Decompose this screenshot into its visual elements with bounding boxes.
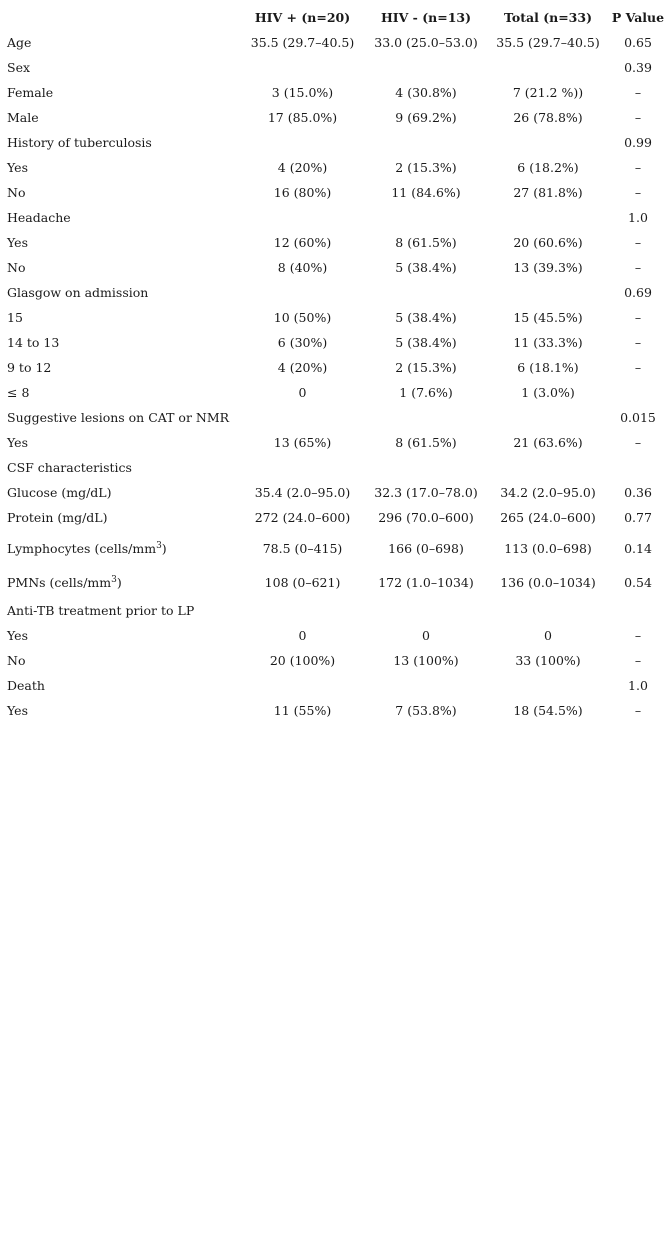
cell-total: [487, 205, 609, 230]
row-label: [0, 455, 240, 480]
cell-hiv-negative: 4 (30.8%): [395, 85, 457, 100]
table-row: [0, 405, 667, 430]
cell-total: 113 (0.0–698): [504, 541, 592, 556]
row-label: [0, 305, 240, 330]
cell-hiv-negative: [365, 130, 487, 155]
table-row: [0, 80, 667, 105]
cell-hiv-negative: 7 (53.8%): [395, 703, 457, 718]
cell-hiv-negative: 33.0 (25.0–53.0): [374, 35, 478, 50]
cell-p-value: 0.54: [624, 575, 652, 590]
cell-hiv-positive: 12 (60%): [273, 235, 332, 250]
row-label: [0, 180, 240, 205]
row-label: [0, 130, 240, 155]
cell-p-value: 1.0: [628, 210, 648, 225]
row-label-text: 9 to 12: [7, 360, 52, 375]
cell-hiv-positive: 16 (80%): [273, 185, 332, 200]
cell-hiv-negative: 13 (100%): [393, 653, 459, 668]
table-row: [0, 355, 667, 380]
table-row: [0, 623, 667, 648]
table-row: [0, 180, 667, 205]
row-label: [0, 598, 240, 623]
cell-hiv-negative: 5 (38.4%): [395, 260, 457, 275]
cell-total: 27 (81.8%): [513, 185, 583, 200]
row-label-text: Lymphocytes (cells/mm: [7, 541, 157, 556]
cell-total: 20 (60.6%): [513, 235, 583, 250]
row-label: [0, 80, 240, 105]
row-label-text: Female: [7, 85, 54, 100]
cell-hiv-positive: [240, 280, 365, 305]
cell-p-value: 0.36: [624, 485, 652, 500]
table-row: [0, 648, 667, 673]
row-label: [0, 280, 240, 305]
cell-p-value: [609, 598, 667, 623]
cell-hiv-positive: 8 (40%): [277, 260, 328, 275]
cell-p-value: –: [634, 260, 642, 275]
cell-total: [487, 55, 609, 80]
cell-hiv-positive: [240, 405, 365, 430]
cell-hiv-positive: 35.4 (2.0–95.0): [254, 485, 351, 500]
table-row: [0, 205, 667, 230]
cell-hiv-negative: 32.3 (17.0–78.0): [374, 485, 478, 500]
cell-total: 33 (100%): [515, 653, 581, 668]
row-label-text: 14 to 13: [7, 335, 60, 350]
cell-total: 34.2 (2.0–95.0): [500, 485, 596, 500]
row-label-text: Headache: [7, 210, 71, 225]
cell-total: 136 (0.0–1034): [500, 575, 596, 590]
table-row: [0, 505, 667, 530]
cell-hiv-positive: 108 (0–621): [264, 575, 341, 590]
cell-p-value: –: [634, 185, 642, 200]
cell-total: [487, 405, 609, 430]
row-label: [0, 380, 240, 405]
cell-hiv-positive: [240, 455, 365, 480]
cell-total: 1 (3.0%): [521, 385, 575, 400]
unit-closing-paren: ): [161, 541, 167, 556]
row-label: [0, 530, 240, 564]
table-row: [0, 280, 667, 305]
row-label: [0, 30, 240, 55]
cell-hiv-positive: 78.5 (0–415): [262, 541, 343, 556]
row-label-text: Anti-TB treatment prior to LP: [7, 603, 195, 618]
cell-hiv-negative: [365, 55, 487, 80]
header-hiv-positive: HIV + (n=20): [254, 10, 351, 25]
header-total: Total (n=33): [504, 10, 592, 25]
cell-hiv-positive: 272 (24.0–600): [254, 510, 351, 525]
row-label-text: ≤ 8: [7, 385, 30, 400]
cell-total: 13 (39.3%): [513, 260, 583, 275]
cell-hiv-positive: 17 (85.0%): [267, 110, 338, 125]
row-label-text: Yes: [7, 703, 28, 718]
row-label-text: Death: [7, 678, 45, 693]
row-label-text: Yes: [7, 435, 28, 450]
cell-p-value: –: [634, 653, 642, 668]
cell-hiv-positive: [240, 205, 365, 230]
cell-p-value: –: [634, 85, 642, 100]
cell-hiv-negative: [365, 405, 487, 430]
cell-total: 15 (45.5%): [513, 310, 583, 325]
cell-hiv-positive: 3 (15.0%): [271, 85, 334, 100]
cell-hiv-negative: [365, 280, 487, 305]
cell-p-value: –: [634, 360, 642, 375]
row-label-text: PMNs (cells/mm: [7, 575, 112, 590]
table-row: [0, 530, 667, 564]
cell-p-value: –: [634, 310, 642, 325]
unit-superscript: 3: [111, 574, 117, 585]
cell-p-value: 0.77: [624, 510, 652, 525]
row-label-text: Glucose (mg/dL): [7, 485, 112, 500]
cell-hiv-positive: 11 (55%): [273, 703, 332, 718]
cell-total: [487, 673, 609, 698]
cell-p-value: –: [634, 703, 642, 718]
table-row: [0, 480, 667, 505]
row-label-text: Glasgow on admission: [7, 285, 149, 300]
cell-hiv-negative: [365, 598, 487, 623]
cell-p-value: –: [634, 335, 642, 350]
row-label-text: Sex: [7, 60, 31, 75]
cell-hiv-positive: 0: [298, 628, 307, 643]
cell-total: 7 (21.2 %)): [512, 85, 584, 100]
cell-p-value: 0.39: [624, 60, 652, 75]
unit-superscript: 3: [156, 540, 162, 551]
row-label-text: Suggestive lesions on CAT or NMR: [7, 410, 230, 425]
cell-total: 6 (18.2%): [517, 160, 579, 175]
row-label-text: Yes: [7, 628, 28, 643]
cell-hiv-negative: 5 (38.4%): [395, 335, 457, 350]
cell-total: 18 (54.5%): [513, 703, 583, 718]
row-label: [0, 105, 240, 130]
cell-hiv-positive: 4 (20%): [277, 160, 328, 175]
cell-hiv-positive: 20 (100%): [269, 653, 336, 668]
table-row: [0, 30, 667, 55]
row-label: [0, 430, 240, 455]
cell-hiv-negative: 1 (7.6%): [399, 385, 453, 400]
clinical-characteristics-table: [0, 5, 667, 723]
cell-hiv-negative: 0: [422, 628, 430, 643]
cell-total: 6 (18.1%): [517, 360, 579, 375]
row-label: [0, 155, 240, 180]
cell-p-value: 0.69: [624, 285, 652, 300]
cell-hiv-negative: 296 (70.0–600): [378, 510, 474, 525]
row-label-text: Protein (mg/dL): [7, 510, 108, 525]
row-label: [0, 480, 240, 505]
table-row: [0, 330, 667, 355]
cell-hiv-negative: 8 (61.5%): [395, 435, 457, 450]
cell-total: 11 (33.3%): [513, 335, 583, 350]
cell-p-value: [609, 455, 667, 480]
cell-hiv-negative: 8 (61.5%): [395, 235, 457, 250]
table-row: [0, 305, 667, 330]
cell-total: 35.5 (29.7–40.5): [496, 35, 600, 50]
table-row: [0, 673, 667, 698]
row-label-text: Yes: [7, 160, 28, 175]
table-row: [0, 430, 667, 455]
table-row: [0, 105, 667, 130]
table-row: [0, 230, 667, 255]
cell-hiv-negative: [365, 673, 487, 698]
cell-hiv-negative: 5 (38.4%): [395, 310, 457, 325]
cell-hiv-negative: 2 (15.3%): [395, 360, 457, 375]
cell-hiv-positive: [240, 598, 365, 623]
table-row: [0, 255, 667, 280]
header-hiv-negative: HIV - (n=13): [380, 10, 472, 25]
cell-p-value: –: [634, 160, 642, 175]
cell-hiv-positive: 0: [298, 385, 307, 400]
cell-total: 0: [544, 628, 552, 643]
cell-hiv-negative: 2 (15.3%): [395, 160, 457, 175]
cell-p-value: 0.015: [620, 410, 656, 425]
row-label: [0, 355, 240, 380]
cell-p-value: 1.0: [628, 678, 648, 693]
row-label-text: No: [7, 260, 26, 275]
cell-p-value: –: [634, 110, 642, 125]
row-label: [0, 230, 240, 255]
cell-hiv-positive: 13 (65%): [273, 435, 332, 450]
table-row: [0, 564, 667, 598]
row-label: [0, 330, 240, 355]
cell-hiv-positive: 4 (20%): [277, 360, 328, 375]
header-variable: [0, 5, 240, 30]
cell-hiv-positive: 6 (30%): [277, 335, 328, 350]
cell-p-value: –: [634, 235, 642, 250]
cell-total: 26 (78.8%): [513, 110, 583, 125]
cell-hiv-negative: 9 (69.2%): [395, 110, 457, 125]
row-label: [0, 623, 240, 648]
table-body: [0, 30, 667, 723]
row-label: [0, 255, 240, 280]
cell-total: [487, 598, 609, 623]
cell-hiv-negative: [365, 205, 487, 230]
cell-total: 265 (24.0–600): [500, 510, 596, 525]
cell-total: [487, 280, 609, 305]
table-row: [0, 598, 667, 623]
cell-total: [487, 130, 609, 155]
table-row: [0, 155, 667, 180]
cell-total: [487, 455, 609, 480]
table-row: [0, 130, 667, 155]
row-label: [0, 673, 240, 698]
cell-p-value: 0.65: [624, 35, 652, 50]
cell-hiv-positive: [240, 55, 365, 80]
table-row: [0, 55, 667, 80]
row-label: [0, 205, 240, 230]
row-label-text: Age: [7, 35, 32, 50]
cell-hiv-positive: 10 (50%): [273, 310, 332, 325]
cell-total: 21 (63.6%): [513, 435, 583, 450]
cell-hiv-negative: [365, 455, 487, 480]
cell-hiv-negative: 172 (1.0–1034): [378, 575, 474, 590]
header-p-value: P Value: [611, 10, 665, 25]
cell-hiv-positive: 35.5 (29.7–40.5): [250, 35, 355, 50]
cell-p-value: 0.14: [624, 541, 652, 556]
row-label-text: No: [7, 185, 26, 200]
row-label: [0, 648, 240, 673]
cell-p-value: [609, 380, 667, 405]
row-label-text: CSF characteristics: [7, 460, 132, 475]
row-label: [0, 698, 240, 723]
table-row: [0, 380, 667, 405]
row-label-text: Yes: [7, 235, 28, 250]
row-label-text: History of tuberculosis: [7, 135, 152, 150]
cell-hiv-positive: [240, 130, 365, 155]
row-label-text: Male: [7, 110, 39, 125]
row-label: [0, 55, 240, 80]
row-label-text: No: [7, 653, 26, 668]
cell-p-value: –: [634, 628, 642, 643]
header-row: [0, 5, 667, 30]
cell-hiv-negative: 11 (84.6%): [391, 185, 461, 200]
table-row: [0, 455, 667, 480]
cell-hiv-negative: 166 (0–698): [388, 541, 464, 556]
cell-p-value: 0.99: [624, 135, 652, 150]
row-label: [0, 505, 240, 530]
cell-p-value: –: [634, 435, 642, 450]
unit-closing-paren: ): [116, 575, 122, 590]
table-row: [0, 698, 667, 723]
cell-hiv-positive: [240, 673, 365, 698]
row-label: [0, 405, 240, 430]
row-label: [0, 564, 240, 598]
row-label-text: 15: [7, 310, 23, 325]
